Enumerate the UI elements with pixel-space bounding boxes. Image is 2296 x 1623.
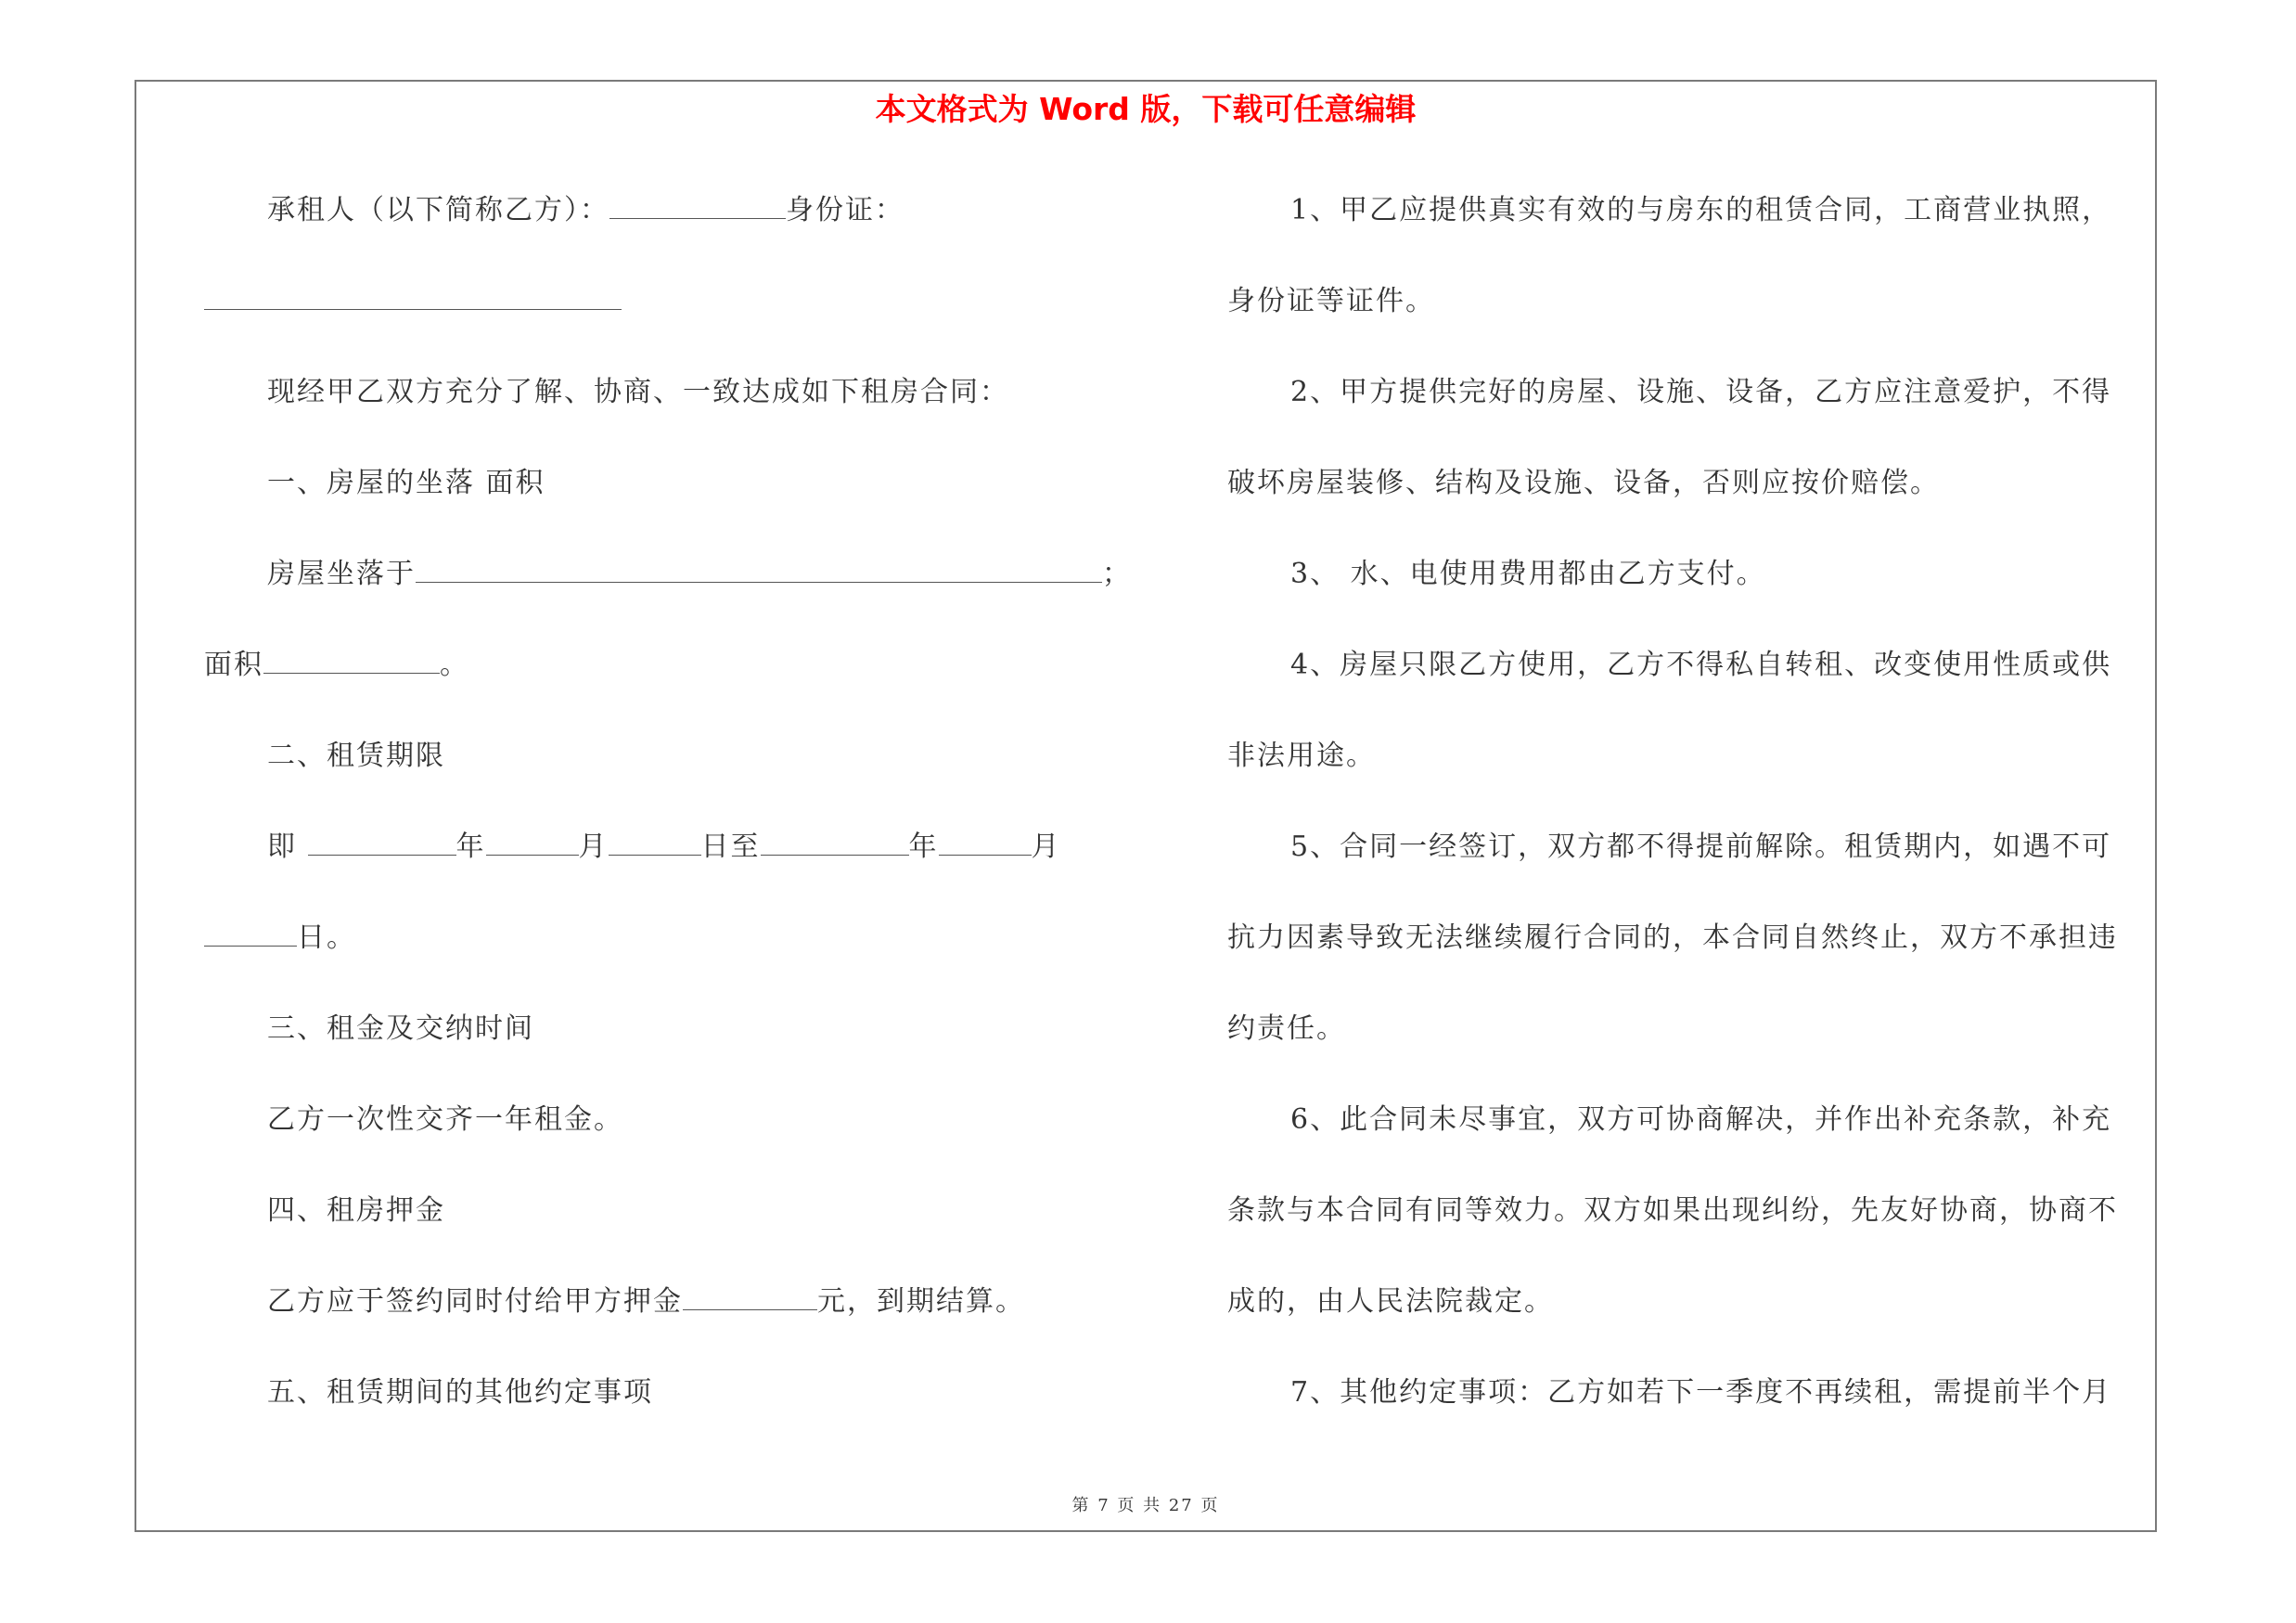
section-heading-location: 一、房屋的坐落 面积 [267, 467, 545, 499]
clause-line: 4、房屋只限乙方使用，乙方不得私自转租、改变使用性质或供 [1290, 649, 2112, 681]
clause-line: 1、甲乙应提供真实有效的与房东的租赁合同，工商营业执照， [1290, 194, 2112, 226]
clause-line: 7、其他约定事项：乙方如若下一季度不再续租，需提前半个月 [1290, 1376, 2112, 1409]
id-number-blank [204, 287, 622, 310]
page-number: 第 7 页 共 27 页 [1071, 1496, 1220, 1515]
lessee-label: 承租人（以下简称乙方）： [267, 194, 609, 226]
clause-line: 破坏房屋装修、结构及设施、设备，否则应按价赔偿。 [1227, 467, 1940, 499]
start-day-blank [609, 832, 701, 856]
location-blank [416, 560, 1102, 583]
clause-line: 5、合同一经签订，双方都不得提前解除。租赁期内，如遇不可 [1290, 831, 2112, 863]
area-blank [263, 650, 440, 674]
deposit-blank [683, 1287, 817, 1310]
clause-line: 非法用途。 [1227, 740, 1376, 772]
clause-line: 约责任。 [1227, 1012, 1346, 1045]
lessee-name-blank [609, 196, 786, 219]
right-column [1227, 182, 2150, 1453]
period-end-line [204, 909, 1141, 1000]
id-number-line [204, 273, 1141, 364]
clause-line: 3、 水、电使用费用都由乙方支付。 [1290, 558, 1766, 590]
start-month-blank [486, 832, 579, 856]
period-day-end-label: 日。 [297, 921, 356, 954]
period-ji: 即 [267, 831, 297, 863]
period-day-to-label: 日至 [700, 831, 761, 863]
end-month-blank [939, 832, 1032, 856]
start-year-blank [308, 832, 456, 856]
clause-line: 条款与本合同有同等效力。双方如果出现纠纷，先友好协商，协商不 [1227, 1194, 2118, 1227]
clause-line: 2、甲方提供完好的房屋、设施、设备，乙方应注意爱护，不得 [1290, 376, 2112, 408]
rent-payment-text: 乙方一次性交齐一年租金。 [267, 1103, 623, 1136]
clause-line: 身份证等证件。 [1227, 285, 1435, 317]
header-banner: 本文格式为 Word 版，下载可任意编辑 [875, 91, 1417, 127]
location-end: ； [1102, 558, 1132, 590]
location-line [204, 546, 1141, 637]
clause-line: 抗力因素导致无法继续履行合同的，本合同自然终止，双方不承担违 [1227, 921, 2118, 954]
id-label: 身份证： [786, 194, 904, 226]
deposit-line [204, 1273, 1141, 1364]
deposit-end: 元，到期结算。 [817, 1285, 1025, 1318]
section-heading-deposit: 四、租房押金 [267, 1194, 445, 1227]
period-month2-label: 月 [1031, 831, 1061, 863]
period-year2-label: 年 [908, 831, 939, 863]
location-label: 房屋坐落于 [267, 558, 416, 590]
area-label: 面积 [204, 649, 263, 681]
clause-line: 成的，由人民法院裁定。 [1227, 1285, 1554, 1318]
left-column [204, 182, 1141, 1453]
section-heading-other: 五、租赁期间的其他约定事项 [267, 1376, 653, 1409]
end-year-blank [761, 832, 909, 856]
section-heading-rent: 三、租金及交纳时间 [267, 1012, 534, 1045]
period-month-label: 月 [578, 831, 609, 863]
lessee-line [204, 182, 1141, 273]
section-heading-period: 二、租赁期限 [267, 740, 445, 772]
period-year-label: 年 [455, 831, 486, 863]
clause-line: 6、此合同未尽事宜，双方可协商解决，并作出补充条款，补充 [1290, 1103, 2112, 1136]
area-end: 。 [440, 649, 469, 681]
end-day-blank [204, 923, 297, 947]
period-line [204, 818, 1141, 909]
area-line [204, 637, 1141, 728]
deposit-label: 乙方应于签约同时付给甲方押金 [267, 1285, 683, 1318]
agreement-intro: 现经甲乙双方充分了解、协商、一致达成如下租房合同： [267, 376, 1009, 408]
